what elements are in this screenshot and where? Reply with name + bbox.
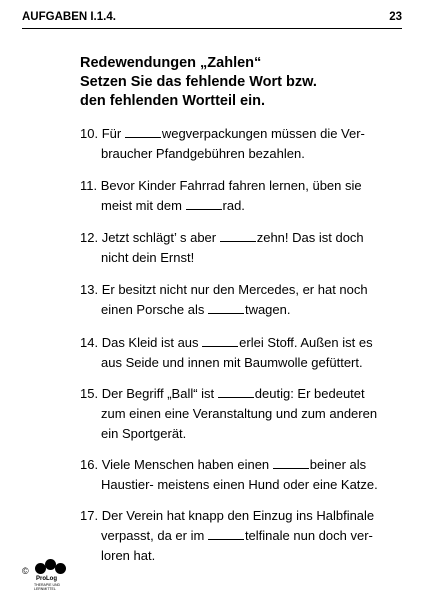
sentence-text: Der Verein hat knapp den Einzug ins Halbfinale xyxy=(101,508,375,523)
sentence-text: Der Begriff „Ball“ ist xyxy=(101,386,218,401)
heading-instruction-line-2: den fehlenden Wortteil ein. xyxy=(80,93,266,109)
exercise-line: braucher Pfandgebühren bezahlen. xyxy=(101,146,305,161)
copyright-symbol: © xyxy=(22,566,29,576)
answer-blank[interactable] xyxy=(218,386,254,398)
exercise-line: Haustier- meistens einen Hund oder eine Katze. xyxy=(101,477,378,492)
answer-blank[interactable] xyxy=(273,457,309,469)
logo-tagline: THERAPIE UND LERNMITTEL xyxy=(34,583,61,591)
exercise-line xyxy=(80,333,400,353)
exercise-line xyxy=(80,300,400,320)
exercise-number: 17. xyxy=(80,508,99,523)
exercise-11 xyxy=(80,176,400,216)
sentence-text: einen Porsche als xyxy=(101,302,208,317)
sentence-text: Bevor Kinder Fahrrad fahren lernen, üben sie xyxy=(100,178,362,193)
exercise-10 xyxy=(80,124,400,164)
sentence-text: wegverpackungen müssen die Ver- xyxy=(161,126,365,141)
sentence-text: Das Kleid ist aus xyxy=(101,335,203,350)
exercise-number: 16. xyxy=(80,457,99,472)
exercise-number: 10. xyxy=(80,126,99,141)
exercise-line xyxy=(80,526,400,546)
exercise-line: loren hat. xyxy=(101,548,156,563)
exercise-line xyxy=(80,506,400,526)
sentence-text: meist mit dem xyxy=(101,198,186,213)
exercise-heading xyxy=(80,54,400,111)
logo-dots-icon xyxy=(35,558,67,578)
section-label: AUFGABEN I.1.4. xyxy=(22,11,116,23)
answer-blank[interactable] xyxy=(208,302,244,314)
answer-blank[interactable] xyxy=(202,335,238,347)
sentence-text: erlei Stoff. Außen ist es xyxy=(239,335,373,350)
exercise-number: 14. xyxy=(80,335,99,350)
exercise-line: ein Sportgerät. xyxy=(101,426,187,441)
answer-blank[interactable] xyxy=(125,126,161,138)
exercise-number: 13. xyxy=(80,282,99,297)
exercise-number: 12. xyxy=(80,230,99,245)
exercise-line xyxy=(80,280,400,300)
exercise-number: 11. xyxy=(80,178,98,193)
exercise-line xyxy=(80,176,400,196)
answer-blank[interactable] xyxy=(186,198,222,210)
exercise-line: zum einen eine Veranstaltung und zum anderen xyxy=(101,406,378,421)
exercise-number: 15. xyxy=(80,386,99,401)
exercise-line xyxy=(80,455,400,475)
sentence-text: zehn! Das ist doch xyxy=(256,230,364,245)
exercise-line xyxy=(80,228,400,248)
exercise-line xyxy=(80,196,400,216)
sentence-text: verpasst, da er im xyxy=(101,528,208,543)
sentence-text: rad. xyxy=(222,198,245,213)
logo-name: ProLog xyxy=(36,576,57,582)
exercise-17 xyxy=(80,506,400,566)
heading-title: Redewendungen „Zahlen“ xyxy=(80,55,262,71)
answer-blank[interactable] xyxy=(220,230,256,242)
page-number: 23 xyxy=(389,11,402,23)
page-header xyxy=(22,8,402,29)
exercise-14 xyxy=(80,333,400,373)
exercise-line: nicht dein Ernst! xyxy=(101,250,195,265)
sentence-text: Viele Menschen haben einen xyxy=(101,457,273,472)
exercise-15 xyxy=(80,384,400,444)
sentence-text: telfinale nun doch ver- xyxy=(244,528,373,543)
exercise-13 xyxy=(80,280,400,320)
sentence-text: twagen. xyxy=(244,302,291,317)
exercise-line xyxy=(80,384,400,404)
exercise-line: aus Seide und innen mit Baumwolle gefüttert. xyxy=(101,355,363,370)
answer-blank[interactable] xyxy=(208,528,244,540)
sentence-text: Für xyxy=(101,126,125,141)
sentence-text: Jetzt schlägt’ s aber xyxy=(101,230,220,245)
sentence-text: beiner als xyxy=(309,457,367,472)
sentence-text: Er besitzt nicht nur den Mercedes, er hat noch xyxy=(101,282,368,297)
exercise-line xyxy=(80,124,400,144)
exercise-16 xyxy=(80,455,400,495)
exercise-12 xyxy=(80,228,400,268)
publisher-logo xyxy=(22,558,74,594)
sentence-text: deutig: Er bedeutet xyxy=(254,386,365,401)
heading-instruction-line-1: Setzen Sie das fehlende Wort bzw. xyxy=(80,74,317,90)
